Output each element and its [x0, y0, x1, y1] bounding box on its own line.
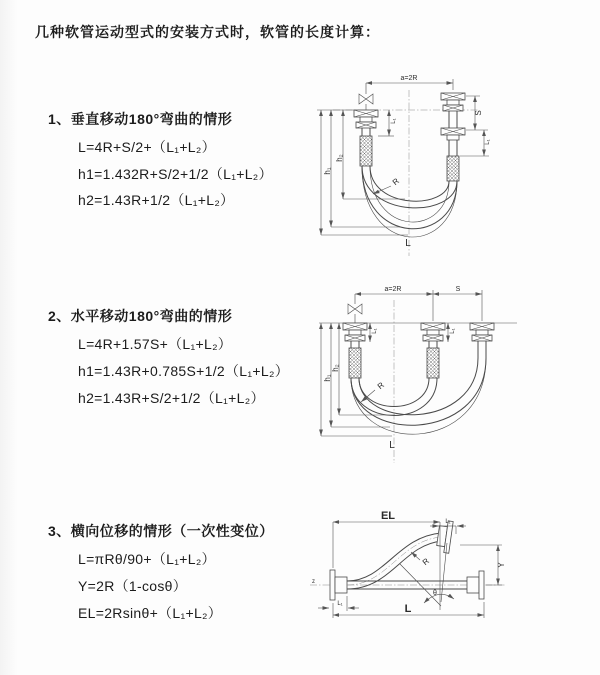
section-1-heading: 1、垂直移动180°弯曲的情形 [48, 111, 233, 127]
label-L1-middle: L₁ [450, 328, 456, 334]
section-1-formula-h1: h1=1.432R+S/2+1/2（L₁+L₂） [78, 166, 273, 182]
dim-S [433, 286, 482, 321]
section-3-heading: 3、横向位移的情形（一次性变位） [48, 523, 274, 539]
label-L: L [405, 238, 411, 249]
label-h1: h₁ [323, 374, 332, 382]
u-bend-hose [362, 166, 457, 237]
middle-flange [421, 323, 445, 348]
left-flange [354, 110, 378, 136]
right-braided-hose [447, 156, 459, 181]
label-theta: θ [433, 590, 437, 597]
label-z: z [312, 579, 315, 585]
right-flange [470, 323, 494, 358]
diagram-lateral-displacement [300, 500, 600, 665]
label-R: R [420, 556, 431, 568]
label-L1-left: L₁ [372, 328, 378, 334]
section-3-formula-EL: EL=2Rsinθ+（L₁+L₂） [78, 605, 223, 621]
label-L1-right: L₁ [485, 139, 491, 145]
label-R: R [390, 176, 401, 188]
left-flange [343, 323, 367, 348]
dim-L1-middle [448, 323, 456, 342]
section-1-formula-L: L=4R+S/2+（L₁+L₂） [78, 139, 216, 155]
u-bend-hose-position2 [351, 358, 486, 434]
label-L: L [404, 603, 412, 615]
dim-L1-left [378, 110, 397, 136]
section-3-formula-Y: Y=2R（1-cosθ） [78, 578, 188, 594]
dim-a-2r [366, 75, 453, 90]
section-2-formula-h2: h2=1.43R+S/2+1/2（L₁+L₂） [78, 390, 265, 406]
label-h2: h₂ [331, 364, 340, 372]
dim-S [466, 96, 488, 130]
label-L: L [389, 440, 395, 451]
angle-theta [424, 590, 454, 603]
label-L1-left: L₁ [391, 118, 397, 124]
radius-callout [361, 380, 386, 402]
diagram-horizontal-180-bend [305, 278, 600, 473]
valve-icon [348, 294, 362, 323]
right-flange-lower [441, 128, 465, 156]
left-braided-hose [349, 348, 361, 378]
label-R: R [375, 380, 386, 392]
section-2-formula-L: L=4R+1.57S+（L₁+L₂） [78, 336, 233, 352]
dim-L1-bottom-left [318, 596, 359, 611]
label-a2r: a=2R [384, 286, 402, 293]
section-2-formula-h1: h1=1.43R+0.785S+1/2（L₁+L₂） [78, 363, 289, 379]
left-flange [330, 570, 347, 600]
label-EL: EL [380, 510, 396, 522]
right-flange-upper [441, 93, 465, 128]
section-2-heading: 2、水平移动180°弯曲的情形 [48, 308, 233, 324]
middle-braided-hose [427, 348, 439, 378]
section-3-formula-L: L=πRθ/90+（L₁+L₂） [78, 551, 216, 567]
valve-icon [359, 83, 373, 110]
diagram-vertical-180-bend [305, 66, 600, 263]
page-title: 几种软管运动型式的安装方式时，软管的长度计算： [35, 24, 380, 40]
label-h2: h₂ [335, 154, 344, 162]
label-L1-bottom-left: L₁ [337, 601, 343, 607]
section-1-formula-h2: h2=1.43R+1/2（L₁+L₂） [78, 192, 235, 208]
dim-L1-left [370, 323, 378, 342]
label-h1: h₁ [323, 167, 332, 175]
label-a2r: a=2R [400, 75, 418, 82]
dim-L-bottom [333, 602, 484, 618]
radius-callout [373, 176, 401, 194]
left-braided-hose [360, 136, 372, 166]
label-S: S [455, 286, 461, 293]
label-Y: Y [497, 562, 506, 568]
label-S: S [474, 110, 483, 116]
right-flange [467, 571, 484, 599]
label-L1-top: L₁ [445, 519, 451, 525]
radius-callout [411, 552, 431, 567]
